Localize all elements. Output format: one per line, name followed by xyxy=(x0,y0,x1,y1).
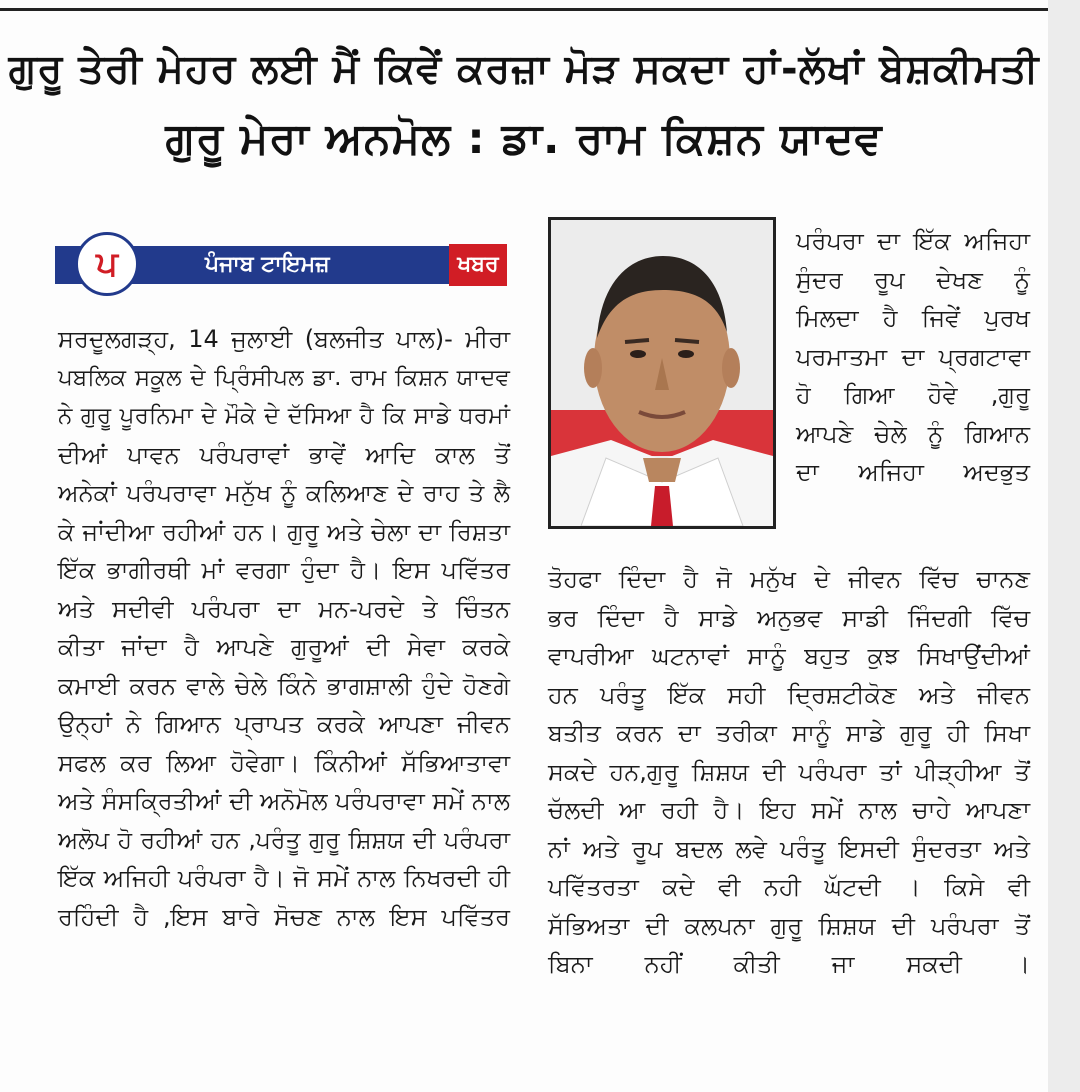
article-line: ਉਨ੍ਹਾਂ ਨੇ ਗਿਆਨ ਪ੍ਰਾਪਤ ਕਰਕੇ ਆਪਣਾ ਜੀਵਨ xyxy=(58,710,510,738)
article-line: ਨੇ ਗੁਰੂ ਪੂਰਨਿਮਾ ਦੇ ਮੌਕੇ ਦੇ ਦੱਸਿਆ ਹੈ ਕਿ ਸਾਡੇ ਧਰਮਾਂ xyxy=(58,402,510,429)
article-line: ਦੀਆਂ ਪਾਵਨ ਪਰੰਪਰਾਵਾਂ ਭਾਵੇਂ ਆਦਿ ਕਾਲ ਤੋਂ xyxy=(58,440,510,469)
punjab-times-logo-icon xyxy=(75,232,139,296)
news-tag: ਖਬਰ xyxy=(449,244,507,286)
article-line: ਦਾ ਅਜਿਹਾ ਅਦਭੁਤ xyxy=(796,458,1030,486)
article-line: ਕੀਤਾ ਜਾਂਦਾ ਹੈ ਆਪਣੇ ਗੁਰੂਆਂ ਦੀ ਸੇਵਾ ਕਰਕੇ xyxy=(58,633,510,661)
article-line: ਸਫਲ ਕਰ ਲਿਆ ਹੋਵੇਗਾ। ਕਿੰਨੀਆਂ ਸੱਭਿਆਤਾਵਾ xyxy=(58,748,510,777)
article-line: ਤੋਹਫਾ ਦਿੰਦਾ ਹੈ ਜੋ ਮਨੁੱਖ ਦੇ ਜੀਵਨ ਵਿੱਚ ਚਾਨਣ xyxy=(548,565,1030,593)
article-line: ਸੁੰਦਰ ਰੂਪ ਦੇਖਣ ਨੂੰ xyxy=(796,265,1030,294)
publication-badge xyxy=(55,232,507,294)
article-line: ਚੱਲਦੀ ਆ ਰਹੀ ਹੈ। ਇਹ ਸਮੇਂ ਨਾਲ ਚਾਹੇ ਆਪਣਾ xyxy=(548,796,1030,824)
article-line: ਕਮਾਈ ਕਰਨ ਵਾਲੇ ਚੇਲੇ ਕਿੰਨੇ ਭਾਗਸ਼ਾਲੀ ਹੁੰਦੇ ਹੋਣਗੇ xyxy=(58,671,510,700)
article-line: ਅਲੋਪ ਹੋ ਰਹੀਆਂ ਹਨ ,ਪਰੰਤੂ ਗੁਰੂ ਸ਼ਿਸ਼ਯ ਦੀ ਪਰੰਪਰਾ xyxy=(58,825,510,854)
article-line: ਵਾਪਰੀਆ ਘਟਨਾਵਾਂ ਸਾਨੂੰ ਬਹੁਤ ਕੁਝ ਸਿਖਾਉਂਦੀਆਂ xyxy=(548,642,1030,670)
article-line: ਸੱਭਿਅਤਾ ਦੀ ਕਲਪਨਾ ਗੁਰੂ ਸ਼ਿਸ਼ਯ ਦੀ ਪਰੰਪਰਾ ਤੋਂ xyxy=(548,911,1030,940)
article-line: ਬਤੀਤ ਕਰਨ ਦਾ ਤਰੀਕਾ ਸਾਨੂੰ ਸਾਡੇ ਗੁਰੂ ਹੀ ਸਿਖਾ xyxy=(548,719,1030,747)
article-line: ਸਰਦੂਲਗੜ੍ਹ, 14 ਜੁਲਾਈ (ਬਲਜੀਤ ਪਾਲ)- ਮੀਰਾ xyxy=(58,325,510,353)
article-column-left xyxy=(58,320,510,936)
page-gutter xyxy=(1048,0,1080,1092)
article-line: ਇੱਕ ਭਾਗੀਰਥੀ ਮਾਂ ਵਰਗਾ ਹੁੰਦਾ ਹੈ। ਇਸ ਪਵਿੱਤਰ xyxy=(58,556,510,584)
publication-name: ਪੰਜਾਬ ਟਾਇਮਜ਼ xyxy=(205,252,330,277)
headline-line-2: ਗੁਰੂ ਮੇਰਾ ਅਨਮੋਲ : ਡਾ. ਰਾਮ ਕਿਸ਼ਨ ਯਾਦਵ xyxy=(165,114,883,164)
article-line: ਸਕਦੇ ਹਨ,ਗੁਰੂ ਸ਼ਿਸ਼ਯ ਦੀ ਪਰੰਪਰਾ ਤਾਂ ਪੀੜ੍ਹੀਆ ਤੋਂ xyxy=(548,757,1030,786)
article-line: ਇੱਕ ਅਜਿਹੀ ਪਰੰਪਰਾ ਹੈ। ਜੋ ਸਮੇਂ ਨਾਲ ਨਿਖਰਦੀ ਹੀ xyxy=(58,864,510,892)
article-line: ਰਹਿੰਦੀ ਹੈ ,ਇਸ ਬਾਰੇ ਸੋਚਣ ਨਾਲ ਇਸ ਪਵਿੱਤਰ xyxy=(58,902,510,931)
portrait-photo xyxy=(548,217,776,529)
article-line: ਅਨੇਕਾਂ ਪਰੰਪਰਾਵਾ ਮਨੁੱਖ ਨੂੰ ਕਲਿਆਣ ਦੇ ਰਾਹ ਤੇ ਲੈ xyxy=(58,479,510,507)
portrait-illustration xyxy=(551,220,773,526)
top-rule xyxy=(0,8,1048,11)
article-column-right-bottom xyxy=(548,560,1030,984)
article-line: ਮਿਲਦਾ ਹੈ ਜਿਵੇਂ ਪੁਰਖ xyxy=(796,304,1030,332)
article-line: ਆਪਣੇ ਚੇਲੇ ਨੂੰ ਗਿਆਨ xyxy=(796,419,1030,448)
article-line: ਭਰ ਦਿੰਦਾ ਹੈ ਸਾਡੇ ਅਨੁਭਵ ਸਾਡੀ ਜਿੰਦਗੀ ਵਿੱਚ xyxy=(548,603,1030,632)
article-line: ਪਬਲਿਕ ਸਕੂਲ ਦੇ ਪ੍ਰਿੰਸੀਪਲ ਡਾ. ਰਾਮ ਕਿਸ਼ਨ ਯਾਦਵ xyxy=(58,364,510,391)
headline-line-1: ਗੁਰੂ ਤੇਰੀ ਮੇਹਰ ਲਈ ਮੈਂ ਕਿਵੇਂ ਕਰਜ਼ਾ ਮੋੜ ਸਕਦਾ ਹਾਂ-ਲੱਖਾਂ ਬੇਸ਼ਕੀਮਤੀ xyxy=(8,46,1040,92)
article-line: ਪਰਮਾਤਮਾ ਦਾ ਪ੍ਰਗਟਾਵਾ xyxy=(796,342,1030,371)
article-line: ਅਤੇ ਸਦੀਵੀ ਪਰੰਪਰਾ ਦਾ ਮਨ-ਪਰਦੇ ਤੇ ਚਿੰਤਨ xyxy=(58,594,510,623)
article-line: ਬਿਨਾ ਨਹੀਂ ਕੀਤੀ ਜਾ ਸਕਦੀ । xyxy=(548,950,1030,978)
article-line: ਹੋ ਗਿਆ ਹੋਵੇ ,ਗੁਰੂ xyxy=(796,381,1030,409)
logo-letter: ਪ xyxy=(96,244,118,284)
article-line: ਹਨ ਪਰੰਤੂ ਇੱਕ ਸਹੀ ਦ੍ਰਿਸ਼ਟੀਕੋਣ ਅਤੇ ਜੀਵਨ xyxy=(548,680,1030,709)
article-line: ਪਵਿੱਤਰਤਾ ਕਦੇ ਵੀ ਨਹੀ ਘੱਟਦੀ । ਕਿਸੇ ਵੀ xyxy=(548,873,1030,901)
article-column-right-top xyxy=(796,222,1030,492)
headline xyxy=(0,34,1048,174)
article-line: ਕੇ ਜਾਂਦੀਆ ਰਹੀਆਂ ਹਨ। ਗੁਰੂ ਅਤੇ ਚੇਲਾ ਦਾ ਰਿਸ਼ਤਾ xyxy=(58,517,510,546)
article-line: ਨਾਂ ਅਤੇ ਰੂਪ ਬਦਲ ਲਵੇ ਪਰੰਤੂ ਇਸਦੀ ਸੁੰਦਰਤਾ ਅਤੇ xyxy=(548,834,1030,863)
article-line: ਪਰੰਪਰਾ ਦਾ ਇੱਕ ਅਜਿਹਾ xyxy=(796,227,1030,255)
article-line: ਅਤੇ ਸੰਸਕ੍ਰਿਤੀਆਂ ਦੀ ਅਨੋਮੋਲ ਪਰੰਪਰਾਵਾ ਸਮੇਂ ਨਾਲ xyxy=(58,787,510,815)
